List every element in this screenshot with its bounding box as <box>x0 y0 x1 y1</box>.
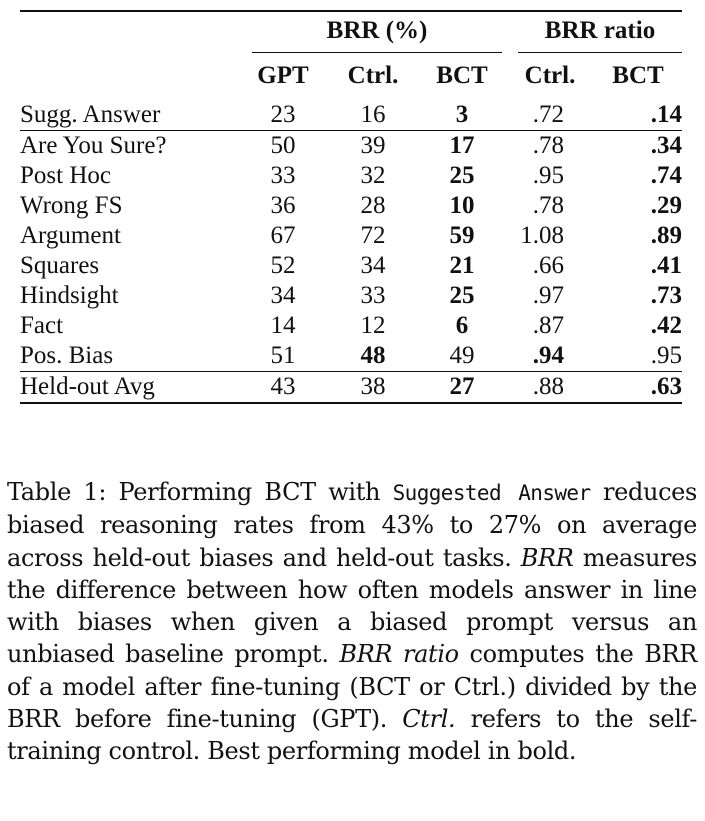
table-cell: 28 <box>360 192 386 219</box>
table-cell: .95 <box>532 162 564 189</box>
table-cell: 21 <box>449 252 475 279</box>
table-cell: 1.08 <box>520 222 564 249</box>
table-cell: 43 <box>270 373 296 400</box>
table-cell: .73 <box>650 282 682 309</box>
table-cell: 48 <box>360 342 386 369</box>
row-label: Hindsight <box>20 282 119 309</box>
table-cell: 17 <box>449 132 475 159</box>
row-label: Post Hoc <box>20 162 111 189</box>
table-row <box>20 100 682 131</box>
table-bottom-rule <box>20 402 682 403</box>
table-cell: 34 <box>360 252 386 279</box>
column-header: BCT <box>436 62 488 89</box>
table-cell: 25 <box>449 162 475 189</box>
table-cell: 6 <box>455 312 469 339</box>
table-row <box>20 372 682 402</box>
table-row <box>20 281 682 311</box>
table-cell: 59 <box>449 222 475 249</box>
table-cell: .74 <box>650 162 682 189</box>
table-cell: 10 <box>449 192 475 219</box>
table-cell: 36 <box>270 192 296 219</box>
column-header: BCT <box>612 62 664 89</box>
table-cell: .87 <box>532 312 564 339</box>
results-table <box>20 10 682 404</box>
row-label: Wrong FS <box>20 192 123 219</box>
table-cell: .89 <box>650 222 682 249</box>
table-cell: 23 <box>270 101 296 128</box>
table-cell: .94 <box>532 342 564 369</box>
column-header-row <box>20 56 682 100</box>
row-label: Argument <box>20 222 121 249</box>
table-cell: 72 <box>360 222 386 249</box>
table-cell: 3 <box>455 101 469 128</box>
table-cell: 38 <box>360 373 386 400</box>
caption-code-term: Suggested Answer <box>392 481 591 505</box>
row-label: Pos. Bias <box>20 342 114 369</box>
table-cell: .66 <box>532 252 564 279</box>
group-header-brr: BRR (%) <box>238 12 506 56</box>
table-cell: .29 <box>650 192 682 219</box>
table-cell: .14 <box>650 101 682 128</box>
table-cell: 39 <box>360 132 386 159</box>
caption-term-ratio: BRR ratio <box>339 640 459 669</box>
table-cell: .41 <box>650 252 682 279</box>
caption-text: reduces biased reasoning rates from 43% to 27% on average across held-out biases and held-out tasks. <box>7 478 697 572</box>
column-header: GPT <box>257 62 309 89</box>
table-cell: 49 <box>449 342 475 369</box>
table-cell: 50 <box>270 132 296 159</box>
table-cell: .78 <box>532 192 564 219</box>
table-caption <box>7 476 697 768</box>
table-row <box>20 161 682 191</box>
table-cell: 51 <box>270 342 296 369</box>
table-cell: 34 <box>270 282 296 309</box>
table-cell: 32 <box>360 162 386 189</box>
column-header: Ctrl. <box>524 62 576 89</box>
caption-term-brr: BRR <box>520 543 574 572</box>
table-row <box>20 131 682 161</box>
caption-text: refers to the self-training control. Best performing model in bold. <box>7 705 697 766</box>
table-cell: .88 <box>532 373 564 400</box>
table-cell: 67 <box>270 222 296 249</box>
table-row <box>20 191 682 221</box>
table-cell: 16 <box>360 101 386 128</box>
group-header-row <box>20 12 682 56</box>
table-row <box>20 341 682 372</box>
table-cell: 33 <box>270 162 296 189</box>
group-header-ratio: BRR ratio <box>506 12 682 56</box>
table-cell: .72 <box>532 101 564 128</box>
row-label: Are You Sure? <box>20 132 167 159</box>
caption-prefix: Table 1: Performing BCT with <box>7 478 393 506</box>
row-label: Fact <box>20 312 64 339</box>
table-cell: .34 <box>650 132 682 159</box>
table-cell: 52 <box>270 252 296 279</box>
table-cell: .97 <box>532 282 564 309</box>
caption-text: computes the BRR of a model after fine-tuning (BCT or Ctrl.) divided by the BRR before fine-tuning (GPT). <box>7 640 697 734</box>
table-cell: 12 <box>360 312 386 339</box>
table-cell: .63 <box>650 373 682 400</box>
column-header: Ctrl. <box>347 62 399 89</box>
table-cell: .42 <box>650 312 682 339</box>
table-row <box>20 311 682 341</box>
caption-term-ctrl: Ctrl. <box>402 705 456 734</box>
table-cell: 27 <box>449 373 475 400</box>
table-cell: 33 <box>360 282 386 309</box>
caption-text: measures the difference between how often models answer in line with biases when given a biased prompt versus an unbiased baseline prompt. <box>7 543 698 669</box>
table-cell: .95 <box>650 342 682 369</box>
table-cell: 14 <box>270 312 296 339</box>
row-label: Sugg. Answer <box>20 101 161 128</box>
table-cell: 25 <box>449 282 475 309</box>
row-label: Held-out Avg <box>20 373 155 400</box>
row-label: Squares <box>20 252 100 279</box>
table-row <box>20 221 682 251</box>
table-cell: .78 <box>532 132 564 159</box>
table-row <box>20 251 682 281</box>
